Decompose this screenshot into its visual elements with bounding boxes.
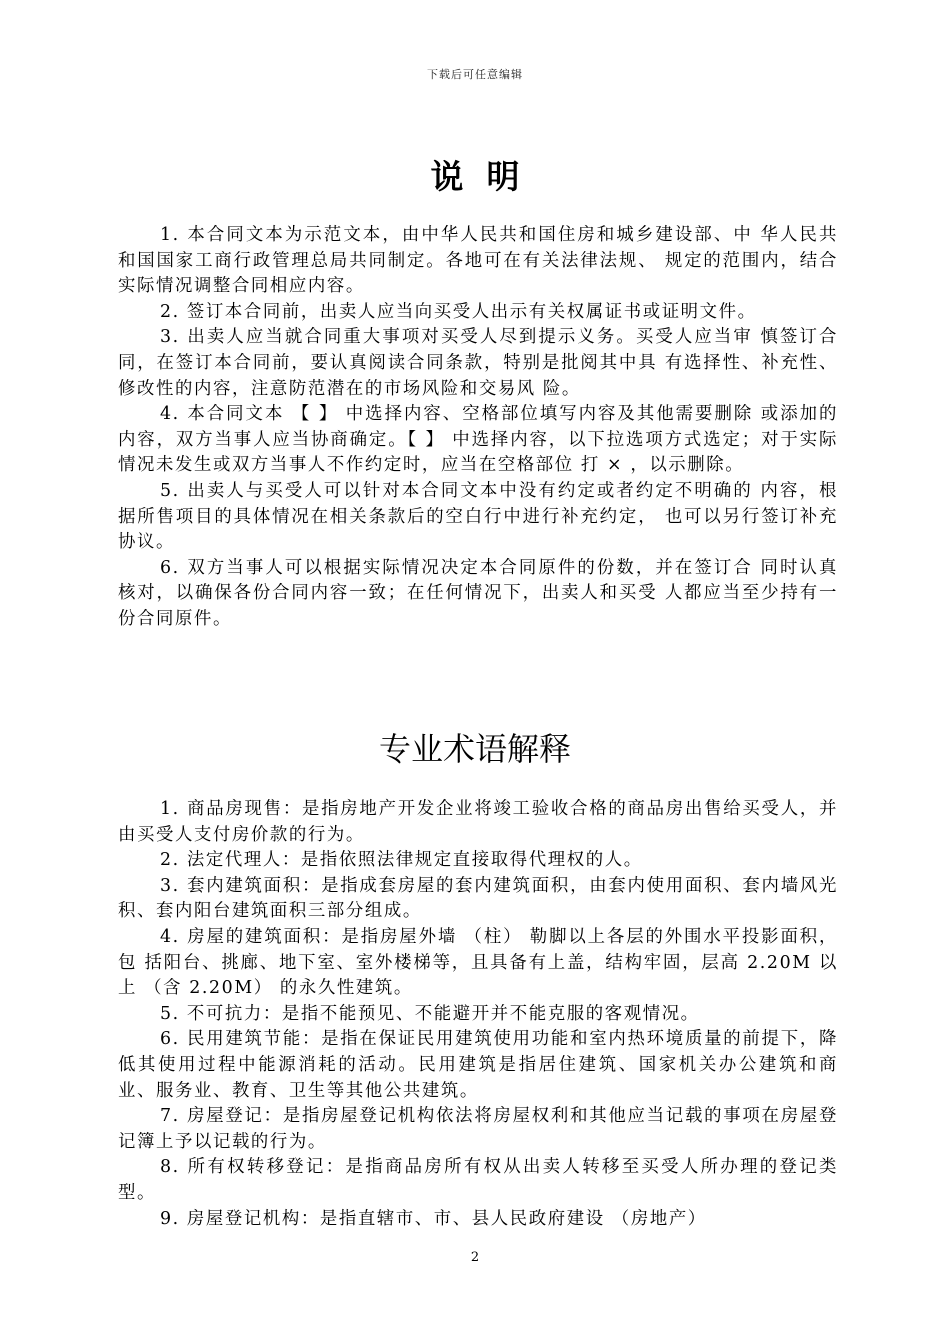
term-item-2: 2. 法定代理人：是指依照法律规定直接取得代理权的人。	[160, 850, 643, 871]
explanation-item-2: 2. 签订本合同前，出卖人应当向买受人出示有关权属证书或证明文件。	[160, 301, 757, 322]
term-item-4: 4. 房屋的建筑面积：是指房屋外墙 （柱） 勒脚以上各层的外围水平投影面积，包 括阳台、挑廊、地下室、室外楼梯等，且具备有上盖，结构牢固，层高 2.20M 以上 （含 2.20M） 的永久性建筑。	[118, 926, 838, 999]
term-item-8: 8. 所有权转移登记：是指商品房所有权从出卖人转移至买受人所办理的登记类型。	[118, 1157, 838, 1203]
section-title-terminology: 专业术语解释	[378, 730, 571, 768]
term-item-5: 5. 不可抗力：是指不能预见、不能避开并不能克服的客观情况。	[160, 1003, 700, 1024]
explanation-item-5: 5. 出卖人与买受人可以针对本合同文本中没有约定或者约定不明确的 内容，根据所售项目的具体情况在相关条款后的空白行中进行补充约定， 也可以另行签订补充协议。	[118, 480, 838, 553]
section-title-explanation: 说 明	[430, 157, 520, 196]
explanation-item-6: 6. 双方当事人可以根据实际情况决定本合同原件的份数，并在签订合 同时认真核对，以确保各份合同内容一致；在任何情况下，出卖人和买受 人都应当至少持有一份合同原件。	[118, 557, 838, 629]
explanation-item-4: 4. 本合同文本 【 】 中选择内容、空格部位填写内容及其他需要删除 或添加的内容，双方当事人应当协商确定。【 】 中选择内容，以下拉选项方式选定；对于实际情况未发生或双方当事人不作约定时，应当在空格部位 打 × ，以示删除。	[118, 404, 838, 476]
header-note: 下载后可任意编辑	[427, 68, 523, 81]
term-item-9: 9. 房屋登记机构：是指直辖市、市、县人民政府建设 （房地产）	[160, 1208, 707, 1229]
term-item-7: 7. 房屋登记：是指房屋登记机构依法将房屋权利和其他应当记载的事项在房屋登 记簿上予以记载的行为。	[118, 1106, 838, 1152]
term-item-6: 6. 民用建筑节能：是指在保证民用建筑使用功能和室内热环境质量的前提下，降 低其使用过程中能源消耗的活动。民用建筑是指居住建筑、国家机关办公建筑和商 业、服务业、教育、卫生等其他公共建筑。	[118, 1029, 838, 1101]
explanation-section	[118, 223, 838, 633]
explanation-item-3: 3. 出卖人应当就合同重大事项对买受人尽到提示义务。买受人应当审 慎签订合同，在签订本合同前，要认真阅读合同条款，特别是批阅其中具 有选择性、补充性、修改性的内容，注意防范潜在的市场风险和交易风 险。	[118, 327, 838, 399]
explanation-item-1: 1. 本合同文本为示范文本，由中华人民共和国住房和城乡建设部、中 华人民共和国国家工商行政管理总局共同制定。各地可在有关法律法规、 规定的范围内，结合实际情况调整合同相应内容。	[118, 225, 838, 297]
terminology-section	[118, 797, 838, 1232]
term-item-3: 3. 套内建筑面积：是指成套房屋的套内建筑面积，由套内使用面积、套内墙风光 积、套内阳台建筑面积三部分组成。	[118, 875, 838, 922]
term-item-1: 1. 商品房现售：是指房地产开发企业将竣工验收合格的商品房出售给买受人，并 由买受人支付房价款的行为。	[118, 799, 838, 845]
page-number: 2	[470, 1250, 480, 1265]
